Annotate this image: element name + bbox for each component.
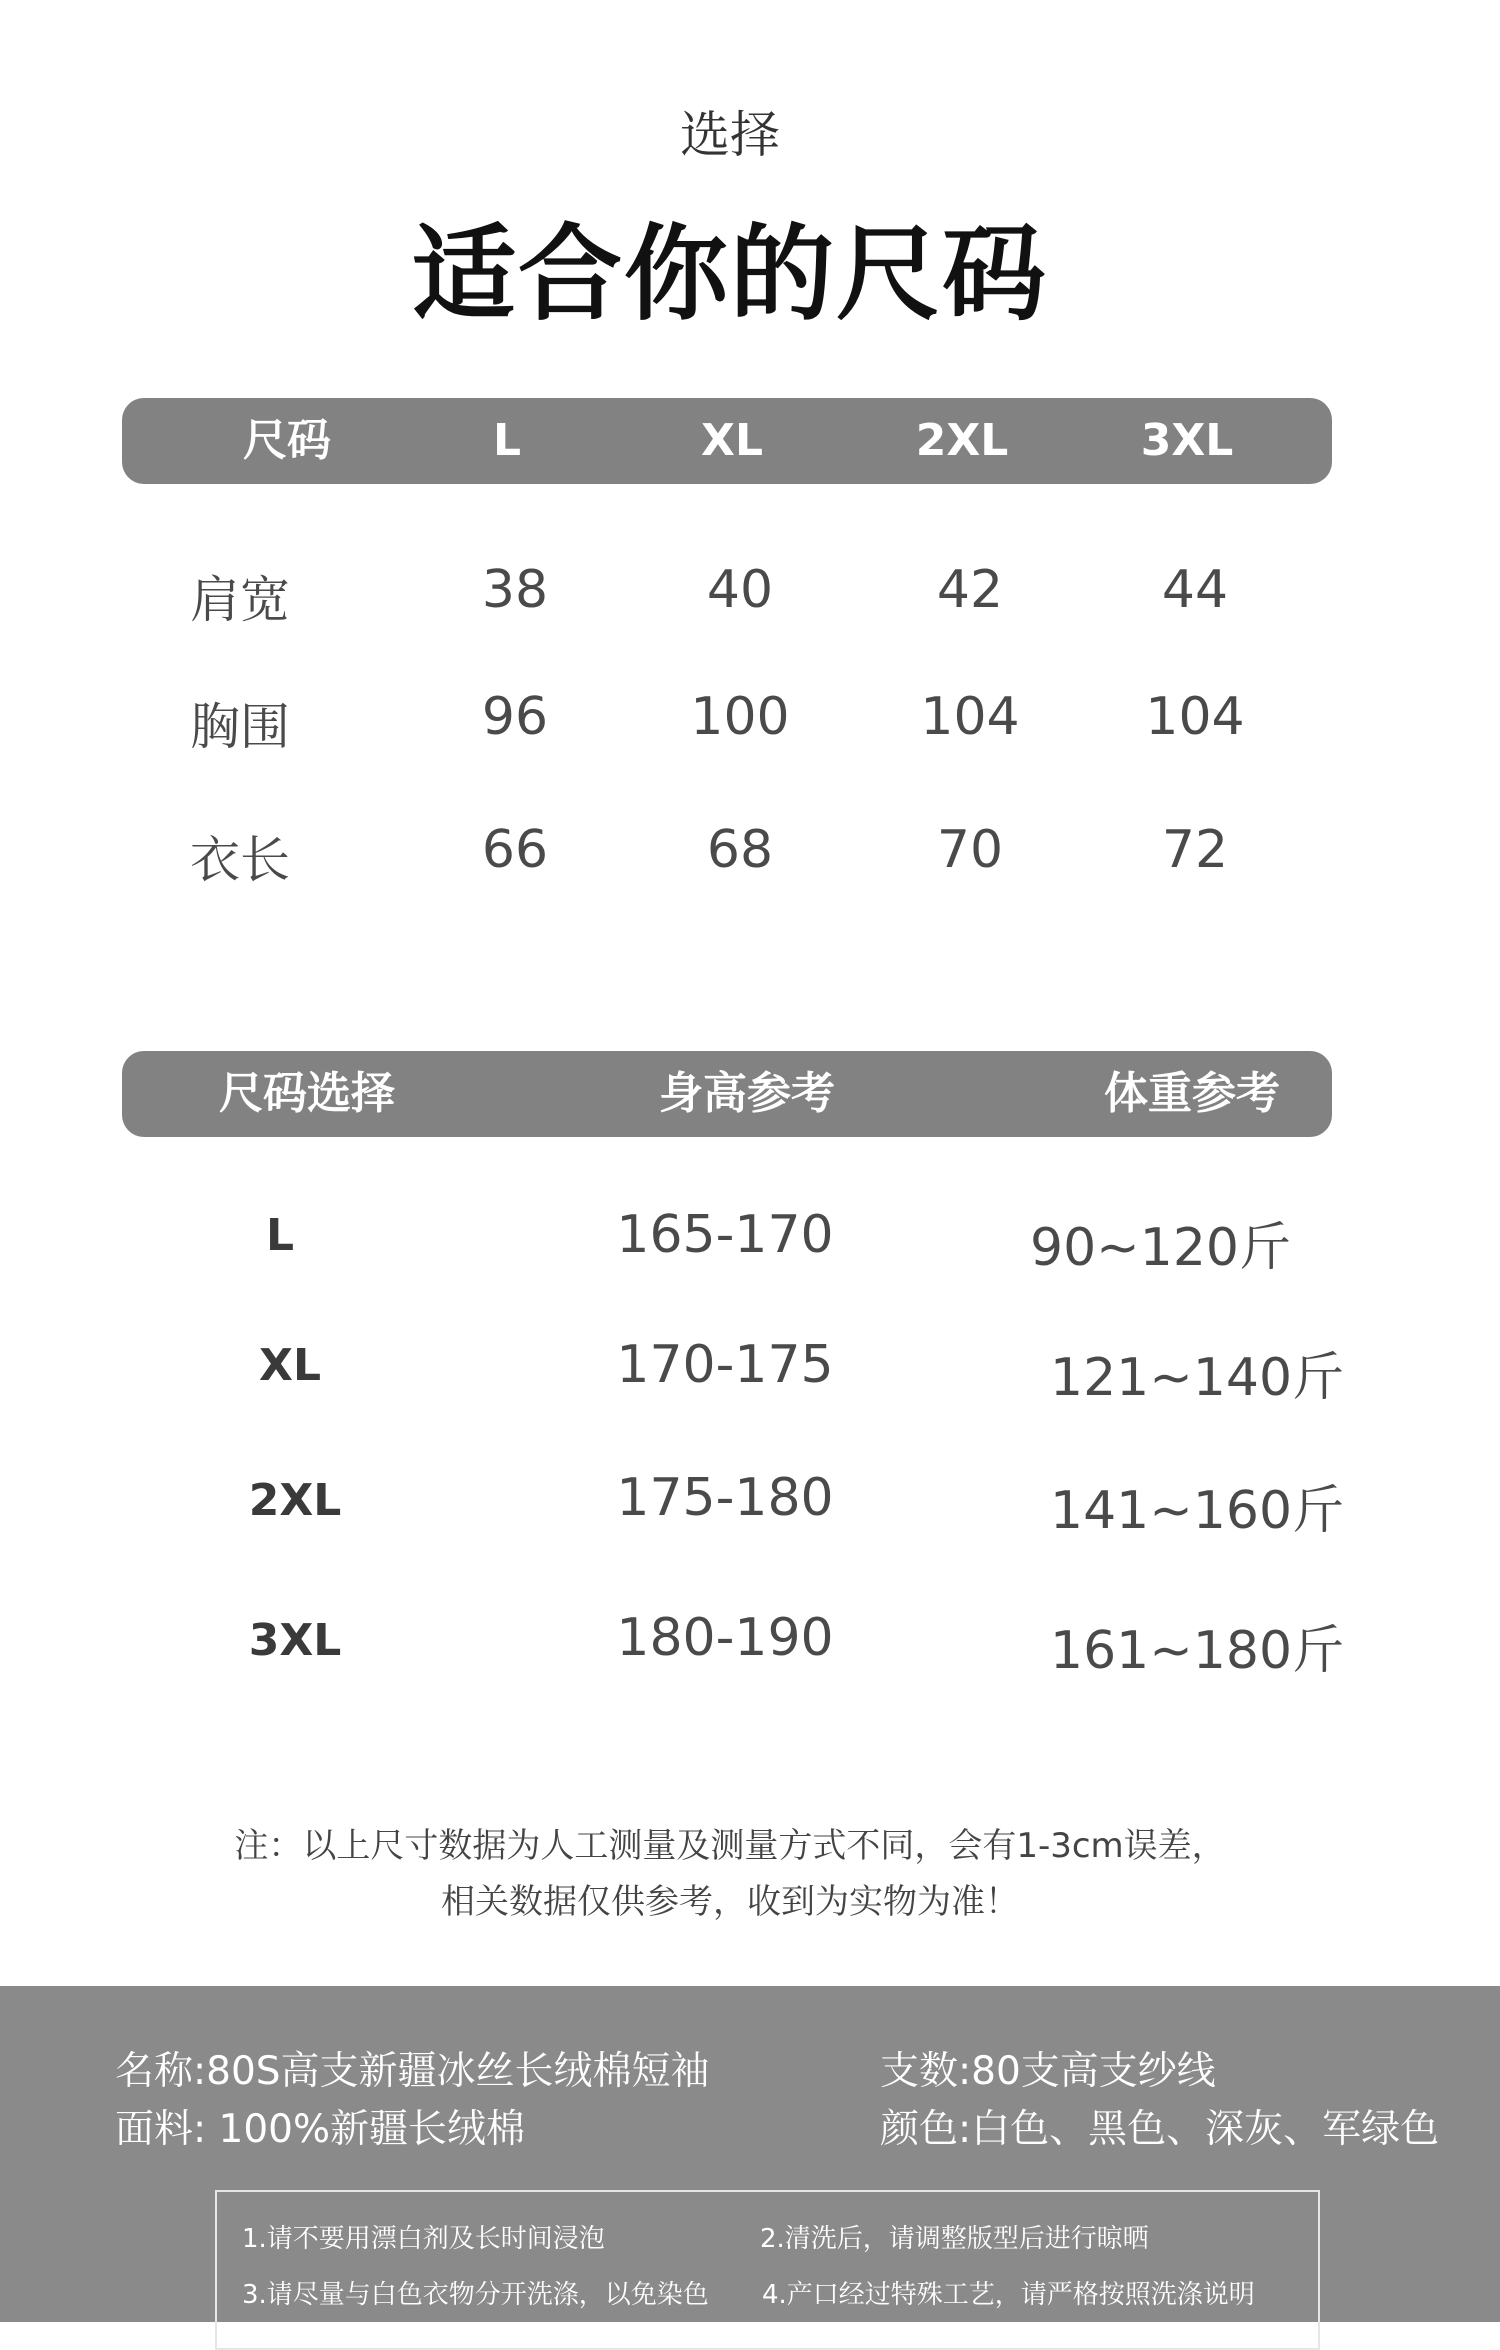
table-cell: 104 — [920, 687, 1020, 747]
care-item: 3.请尽量与白色衣物分开洗涤，以免染色 — [242, 2280, 709, 2310]
row-label-chest: 胸围 — [190, 698, 290, 756]
care-item: 4.产口经过特殊工艺，请严格按照洗涤说明 — [762, 2280, 1255, 2310]
fit-header-size: 尺码选择 — [219, 1068, 395, 1119]
fit-height: 175-180 — [616, 1468, 834, 1528]
table-cell: 72 — [1161, 820, 1229, 880]
row-label-length: 衣长 — [190, 831, 290, 889]
table-cell: 44 — [1161, 560, 1229, 620]
product-colors: 颜色:白色、黑色、深灰、军绿色 — [880, 2107, 1440, 2152]
page-title: 适合你的尺码 — [411, 213, 1048, 335]
fit-height: 180-190 — [616, 1608, 834, 1668]
product-count: 支数:80支高支纱线 — [880, 2049, 1216, 2094]
fit-weight: 90~120斤 — [1030, 1218, 1291, 1278]
fit-size-3xl: 3XL — [248, 1615, 342, 1666]
fit-height: 170-175 — [616, 1335, 834, 1395]
fit-weight: 141~160斤 — [1050, 1481, 1345, 1541]
fit-header-height: 身高参考 — [659, 1068, 835, 1119]
care-item: 2.清洗后，请调整版型后进行晾晒 — [760, 2224, 1149, 2254]
fit-header-weight: 体重参考 — [1104, 1068, 1280, 1119]
care-item: 1.请不要用漂白剂及长时间浸泡 — [242, 2224, 605, 2254]
fit-size-2xl: 2XL — [248, 1475, 342, 1526]
table-cell: 96 — [481, 687, 549, 747]
table-cell: 68 — [706, 820, 774, 880]
size-header-2xl: 2XL — [915, 415, 1009, 466]
product-name: 名称:80S高支新疆冰丝长绒棉短袖 — [115, 2049, 710, 2094]
size-table-header — [122, 398, 1332, 484]
size-header-l: L — [492, 415, 522, 466]
size-header-label: 尺码 — [243, 415, 331, 466]
note-line-1: 注：以上尺寸数据为人工测量及测量方式不同，会有1-3cm误差， — [234, 1826, 1226, 1866]
note-line-2: 相关数据仅供参考，收到为实物为准！ — [441, 1882, 1019, 1922]
table-cell: 38 — [481, 560, 549, 620]
size-header-3xl: 3XL — [1140, 415, 1234, 466]
product-fabric: 面料: 100%新疆长绒棉 — [115, 2107, 526, 2152]
table-cell: 100 — [690, 687, 790, 747]
fit-height: 165-170 — [616, 1205, 834, 1265]
fit-table-header — [122, 1051, 1332, 1137]
kicker-text: 选择 — [680, 106, 780, 164]
size-header-xl: XL — [701, 415, 763, 466]
fit-size-xl: XL — [259, 1340, 321, 1391]
row-label-shoulder: 肩宽 — [190, 571, 290, 629]
fit-size-l: L — [265, 1210, 295, 1261]
fit-weight: 161~180斤 — [1050, 1621, 1345, 1681]
table-cell: 104 — [1145, 687, 1245, 747]
fit-weight: 121~140斤 — [1050, 1348, 1345, 1408]
table-cell: 66 — [481, 820, 549, 880]
care-instructions-box — [215, 2190, 1320, 2350]
table-cell: 70 — [936, 820, 1004, 880]
table-cell: 40 — [706, 560, 774, 620]
table-cell: 42 — [936, 560, 1004, 620]
